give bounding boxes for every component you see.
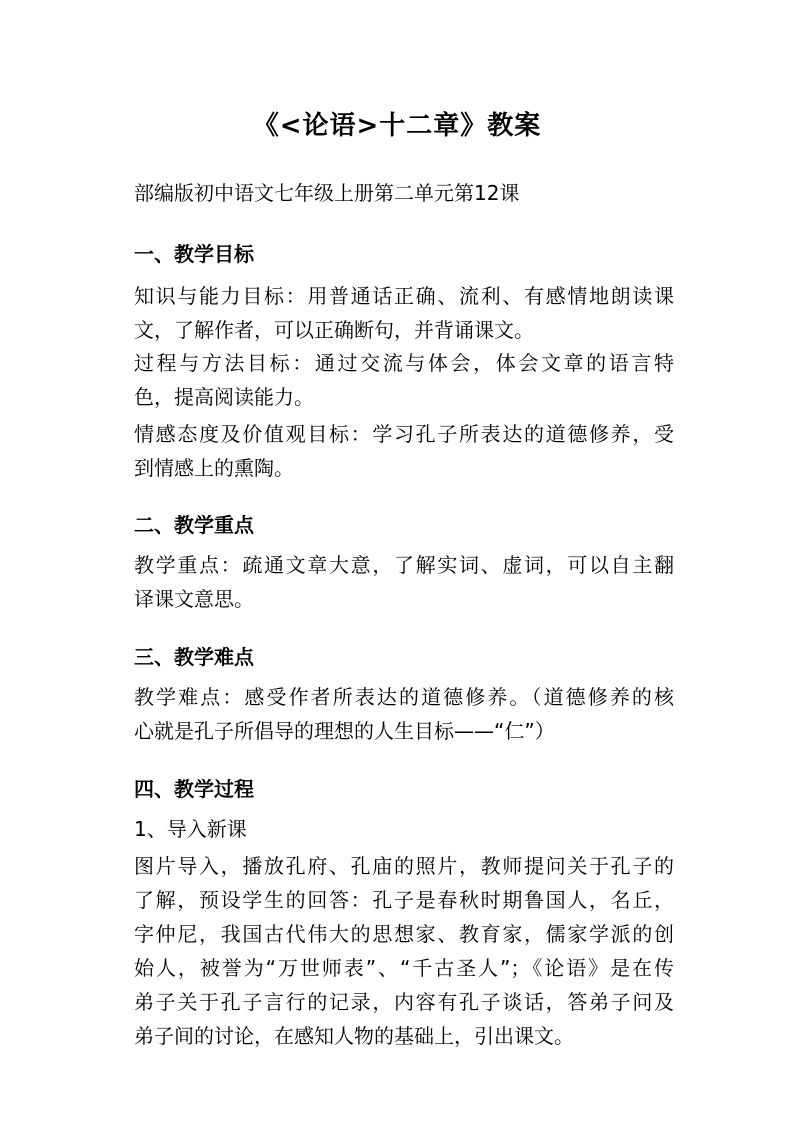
paragraph-line: 了解，预设学生的回答：孔子是春秋时期鲁国人，名丘， <box>134 888 674 912</box>
paragraph-line: 字仲尼，我国古代伟大的思想家、教育家，儒家学派的创 <box>134 922 674 946</box>
paragraph-process-goal <box>134 346 674 414</box>
paragraph-line: 文，了解作者，可以正确断句，并背诵课文。 <box>134 318 534 342</box>
paragraph-line: 弟子关于孔子言行的记录，内容有孔子谈话，答弟子问及 <box>134 990 674 1014</box>
subtitle: 部编版初中语文七年级上册第二单元第12课 <box>134 181 520 205</box>
paragraph-knowledge-goal <box>134 279 674 347</box>
paragraph-line: 过程与方法目标：通过交流与体会，体会文章的语言特 <box>134 351 674 375</box>
subheading-introduction: 1、导入新课 <box>134 817 247 841</box>
paragraph-line: 图片导入，播放孔府、孔庙的照片，教师提问关于孔子的 <box>134 854 674 878</box>
paragraph-line: 教学难点：感受作者所表达的道德修养。（道德修养的核 <box>134 685 674 709</box>
section-heading-key-points: 二、教学重点 <box>134 513 254 537</box>
paragraph-emotion-goal <box>134 417 674 485</box>
paragraph-line: 教学重点：疏通文章大意，了解实词、虚词，可以自主翻 <box>134 553 674 577</box>
paragraph-line: 色，提高阅读能力。 <box>134 385 314 409</box>
paragraph-key-points <box>134 548 674 616</box>
paragraph-line: 到情感上的熏陶。 <box>134 456 294 480</box>
section-heading-difficulties: 三、教学难点 <box>134 645 254 669</box>
section-heading-objectives: 一、教学目标 <box>134 242 254 266</box>
paragraph-introduction <box>134 849 674 1053</box>
paragraph-line: 弟子间的讨论，在感知人物的基础上，引出课文。 <box>134 1024 574 1048</box>
section-heading-process: 四、教学过程 <box>134 777 254 801</box>
paragraph-line: 译课文意思。 <box>134 587 254 611</box>
paragraph-difficulties <box>134 680 674 748</box>
paragraph-line: 始人，被誉为“万世师表”、“千古圣人”；《论语》是在传 <box>134 956 674 980</box>
paragraph-line: 知识与能力目标：用普通话正确、流利、有感情地朗读课 <box>134 284 674 308</box>
paragraph-line: 情感态度及价值观目标：学习孔子所表达的道德修养，受 <box>134 422 674 446</box>
page-title: 《<论语>十二章》教案 <box>252 111 542 141</box>
paragraph-line: 心就是孔子所倡导的理想的人生目标——“仁”） <box>134 719 555 743</box>
